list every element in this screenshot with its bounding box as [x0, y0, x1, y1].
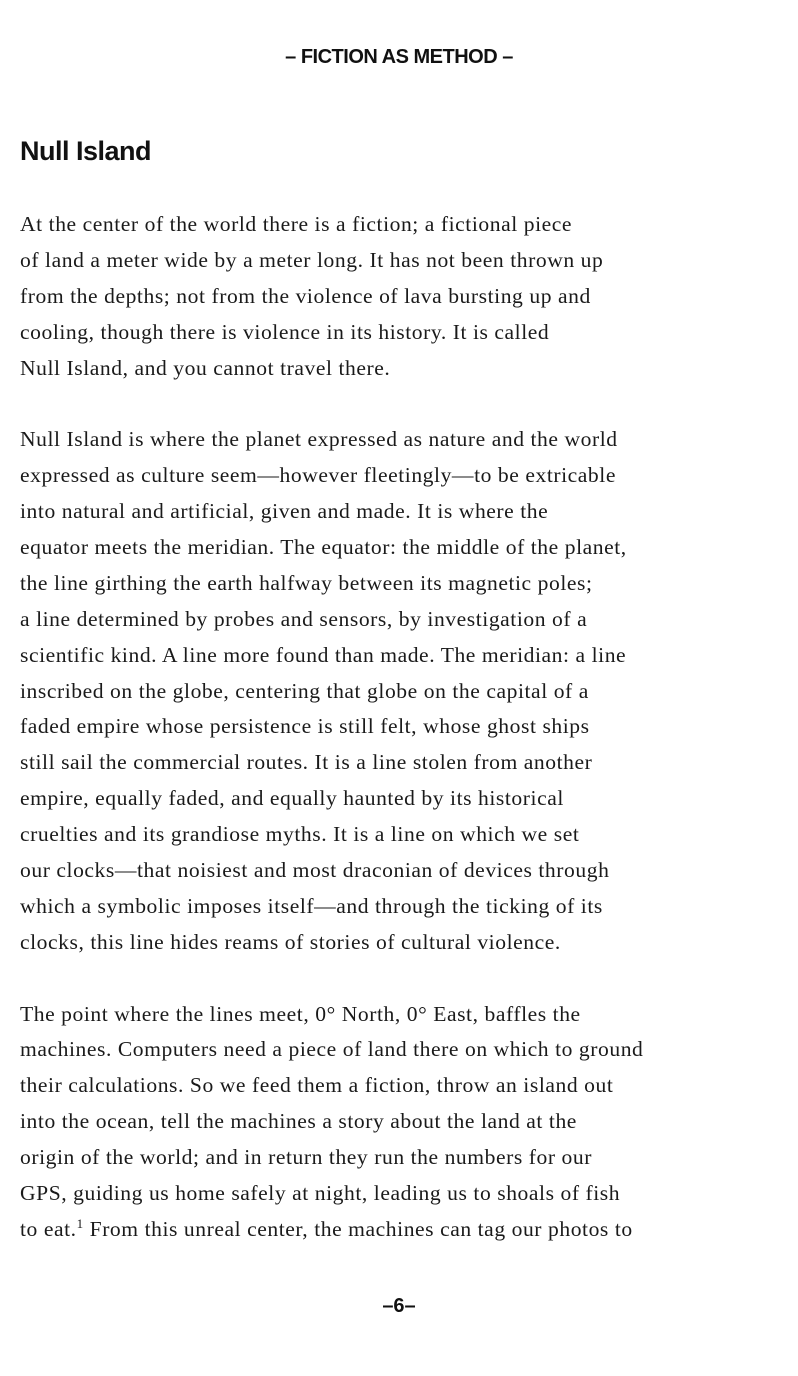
text-fragment: to eat. [20, 1216, 77, 1241]
text-fragment: From this unreal center, the machines can tag our photos to [83, 1216, 633, 1241]
text-line: which a symbolic imposes itself—and through the ticking of its [20, 893, 603, 918]
text-line: equator meets the meridian. The equator: the middle of the planet, [20, 535, 627, 560]
body-text [20, 207, 780, 1248]
text-line: of land a meter wide by a meter long. It has not been thrown up [20, 247, 604, 272]
text-line: At the center of the world there is a fiction; a fictional piece [20, 212, 573, 236]
paragraph-3 [20, 997, 780, 1248]
text-line: the line girthing the earth halfway between its magnetic poles; [20, 570, 593, 595]
text-line: cruelties and its grandiose myths. It is a line on which we set [20, 822, 580, 847]
text-line: inscribed on the globe, centering that globe on the capital of a [20, 678, 589, 703]
text-line: faded empire whose persistence is still felt, whose ghost ships [20, 714, 590, 739]
text-line: empire, equally faded, and equally haunted by its historical [20, 786, 564, 811]
running-header: – FICTION AS METHOD – [285, 46, 513, 68]
text-line: The point where the lines meet, 0° North, 0° East, baffles the [20, 1001, 581, 1026]
text-line: expressed as culture seem—however fleetingly—to be extricable [20, 463, 616, 488]
section-title: Null Island [20, 136, 152, 166]
text-line: machines. Computers need a piece of land there on which to ground [20, 1037, 644, 1062]
text-line: Null Island, and you cannot travel there. [20, 355, 391, 380]
text-line: a line determined by probes and sensors, by investigation of a [20, 606, 588, 631]
text-line: our clocks—that noisiest and most draconian of devices through [20, 858, 610, 883]
text-line: into natural and artificial, given and made. It is where the [20, 499, 549, 524]
footnote-reference[interactable]: 1 [76, 1215, 84, 1231]
text-line: scientific kind. A line more found than made. The meridian: a line [20, 642, 627, 667]
text-line: origin of the world; and in return they run the numbers for our [20, 1145, 592, 1170]
paragraph-gap [20, 961, 780, 997]
text-line: GPS, guiding us home safely at night, leading us to shoals of fish [20, 1181, 621, 1206]
text-line: Null Island is where the planet expressed as nature and the world [20, 427, 618, 452]
paragraph-2 [20, 422, 780, 960]
text-line: still sail the commercial routes. It is a line stolen from another [20, 750, 593, 775]
page-number: –6– [382, 1295, 416, 1317]
paragraph-gap [20, 386, 780, 422]
text-line: clocks, this line hides reams of stories of cultural violence. [20, 929, 561, 954]
text-line: from the depths; not from the violence of lava bursting up and [20, 283, 591, 308]
paragraph-1 [20, 207, 780, 386]
text-line-with-footnote [20, 1212, 780, 1248]
text-line: their calculations. So we feed them a fiction, throw an island out [20, 1073, 614, 1098]
text-line: cooling, though there is violence in its history. It is called [20, 319, 550, 344]
text-line: into the ocean, tell the machines a story about the land at the [20, 1109, 577, 1134]
